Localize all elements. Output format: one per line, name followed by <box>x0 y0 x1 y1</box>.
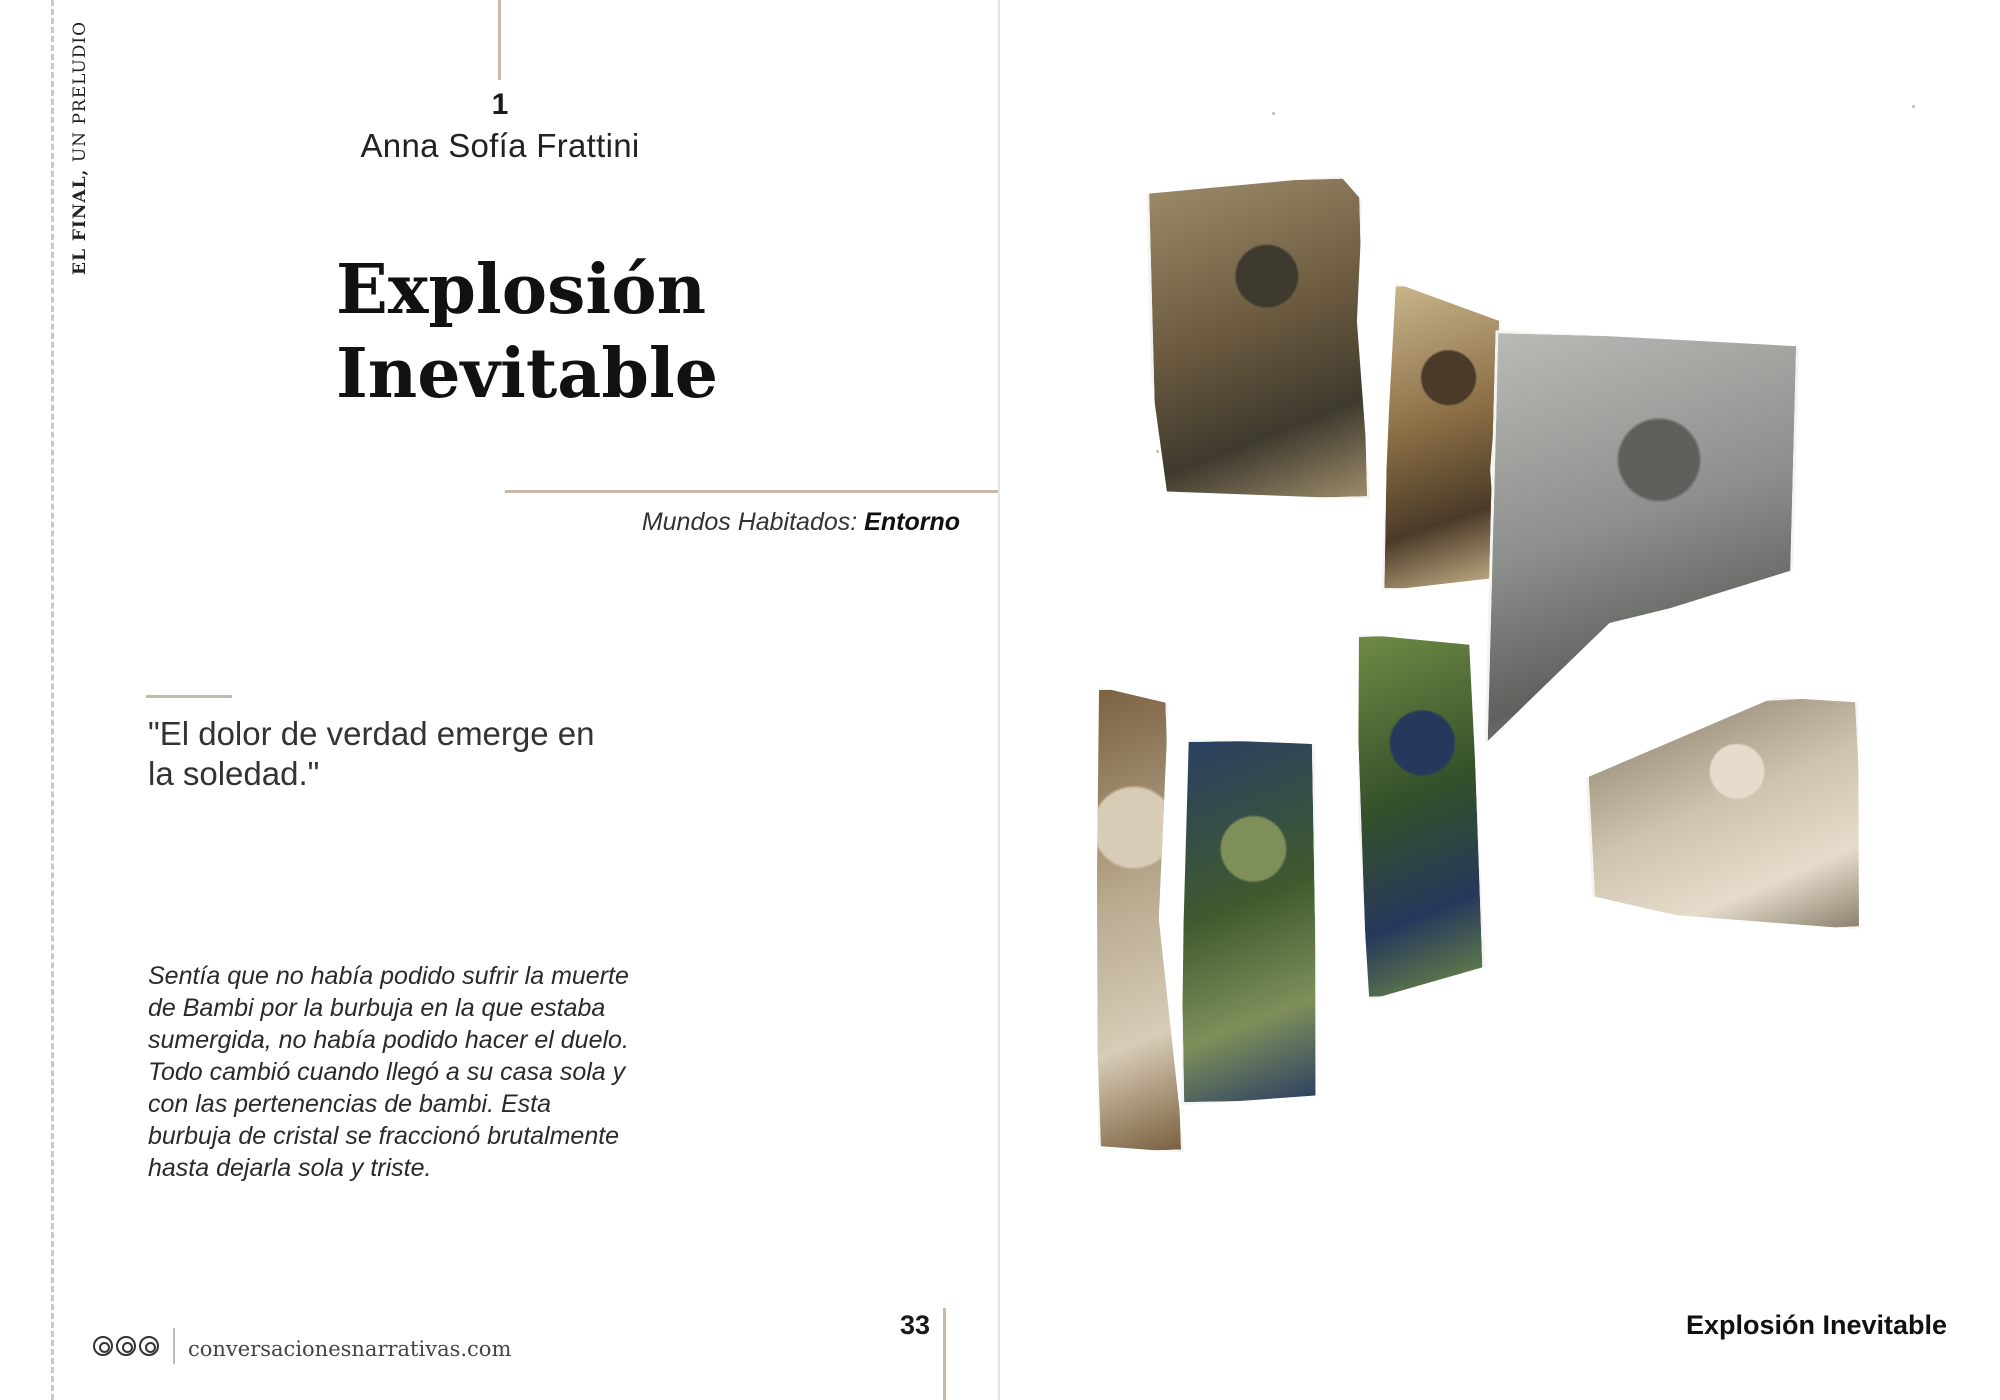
body-line: de Bambi por la burbuja en la que estaba <box>148 994 606 1022</box>
section-name: Entorno <box>864 508 960 536</box>
right-page <box>1000 0 2000 1400</box>
photo-stone-blocks-worker <box>1485 330 1800 752</box>
photo-man-striped-shirt <box>1146 175 1370 505</box>
paper-speck <box>1156 450 1159 453</box>
pull-quote <box>148 714 668 794</box>
section-prefix: Mundos Habitados: <box>641 508 858 536</box>
chapter-title <box>336 248 836 416</box>
photo-hiker-backpack <box>1175 737 1321 1105</box>
body-line: sumergida, no había podido hacer el duelo. <box>148 1026 629 1054</box>
photo-man-yellow-hat <box>1352 630 1487 1000</box>
body-line: con las pertenencias de bambi. Esta <box>148 1090 552 1118</box>
body-line: hasta dejarla sola y triste. <box>148 1154 432 1182</box>
running-footer-title: Explosión Inevitable <box>1685 1310 1947 1340</box>
chapter-title-line-2: Inevitable <box>336 334 718 414</box>
body-line: Todo cambió cuando llegó a su casa sola y <box>148 1058 626 1086</box>
body-line: Sentía que no había podido sufrir la muerte <box>148 962 629 990</box>
license-icons <box>93 1336 159 1356</box>
top-accent-rule <box>498 0 501 80</box>
cc-nc-icon <box>139 1336 159 1356</box>
section-label <box>642 508 960 537</box>
paper-speck <box>1912 105 1915 108</box>
footer-separator <box>173 1328 175 1364</box>
pull-quote-line-1: "El dolor de verdad emerge en <box>148 715 595 752</box>
footer-accent-rule <box>943 1308 946 1400</box>
pull-quote-line-2: la soledad." <box>148 755 320 792</box>
section-accent-rule <box>505 490 998 493</box>
paper-speck <box>1272 112 1275 115</box>
body-paragraph <box>148 960 668 1184</box>
margin-dashed-rule <box>51 0 54 1400</box>
photo-climber-left-strip <box>1082 685 1184 1156</box>
quote-accent-rule <box>146 695 232 698</box>
website-link[interactable]: conversacionesnarrativas.com <box>188 1337 512 1361</box>
photo-rope-climber-wall <box>1582 693 1870 943</box>
chapter-number: 1 <box>491 88 509 121</box>
running-head-rest: UN PRELUDIO <box>70 20 90 169</box>
running-head <box>70 21 90 275</box>
running-head-bold: EL FINAL, <box>70 168 90 275</box>
left-page <box>0 0 998 1400</box>
cc-by-icon <box>116 1336 136 1356</box>
cc-icon <box>93 1336 113 1356</box>
page-number: 33 <box>899 1310 930 1340</box>
chapter-title-line-1: Explosión <box>336 250 707 330</box>
photo-officer-cap <box>1381 283 1502 593</box>
chapter-author: Anna Sofía Frattini <box>360 127 640 164</box>
body-line: burbuja de cristal se fraccionó brutalmente <box>148 1122 620 1150</box>
